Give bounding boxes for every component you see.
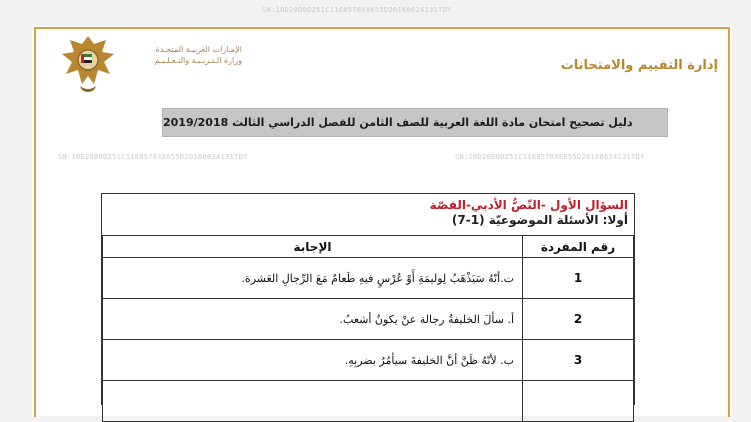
ministry-line-1: الإمـارات العربيـة المتحـدة <box>155 45 242 54</box>
watermark-left: SN:10D20D0D251C1168570X8655D20160624131TDY <box>58 153 248 161</box>
watermark-right: SN:10D20D0D251C1168570X8655D20160624131TDY <box>455 153 645 161</box>
table-row <box>103 340 634 381</box>
question-heading-block <box>430 198 628 228</box>
row-answer: أ. سألَ الخليفةُ رجالة عنْ يكونُ أشعبُ. <box>103 299 523 340</box>
question-subheading: أولا: الأسئلة الموضوعيّة (1-7) <box>451 213 628 227</box>
document-title: دليل تصحيح امتحان مادة اللغة العربية للصف الثامن للفصل الدراسي الثالث 2019/2018 <box>162 108 668 137</box>
table-row <box>103 381 634 422</box>
row-answer-partial <box>103 381 523 422</box>
column-header-number: رقم المفردة <box>523 236 634 258</box>
row-number: 3 <box>523 340 634 381</box>
question-heading: السؤال الأول -النّصُّ الأدبي-القصّة <box>429 198 628 212</box>
table-header-row <box>103 236 634 258</box>
row-number-partial <box>523 381 634 422</box>
column-header-answer: الإجابة <box>103 236 523 258</box>
watermark-top: SN:10D20D0D251C1168570X8655D20160624131TDY <box>262 6 452 14</box>
row-answer: ت.أنّهُ سَيَذْهَبُ لِوليمَةِ أَوْ عُرْسٍ فيهِ طَعامٌ مَعَ الرِّجالِ العَشرة. <box>103 258 523 299</box>
answer-table <box>102 235 634 422</box>
ministry-line-2: وزارة الـتـربـيـة والتـعـلـيـم <box>154 56 242 65</box>
table-row <box>103 258 634 299</box>
uae-emblem-icon <box>58 32 118 96</box>
ministry-name <box>127 44 242 66</box>
table-row <box>103 299 634 340</box>
question-box <box>101 193 635 405</box>
row-number: 2 <box>523 299 634 340</box>
row-number: 1 <box>523 258 634 299</box>
department-title: إدارة التقييم والامتحانات <box>560 58 718 73</box>
row-answer: ب. لأنّهُ ظَنَّ أنَّ الخليفةَ سيأمُرُ بضربِهِ. <box>103 340 523 381</box>
